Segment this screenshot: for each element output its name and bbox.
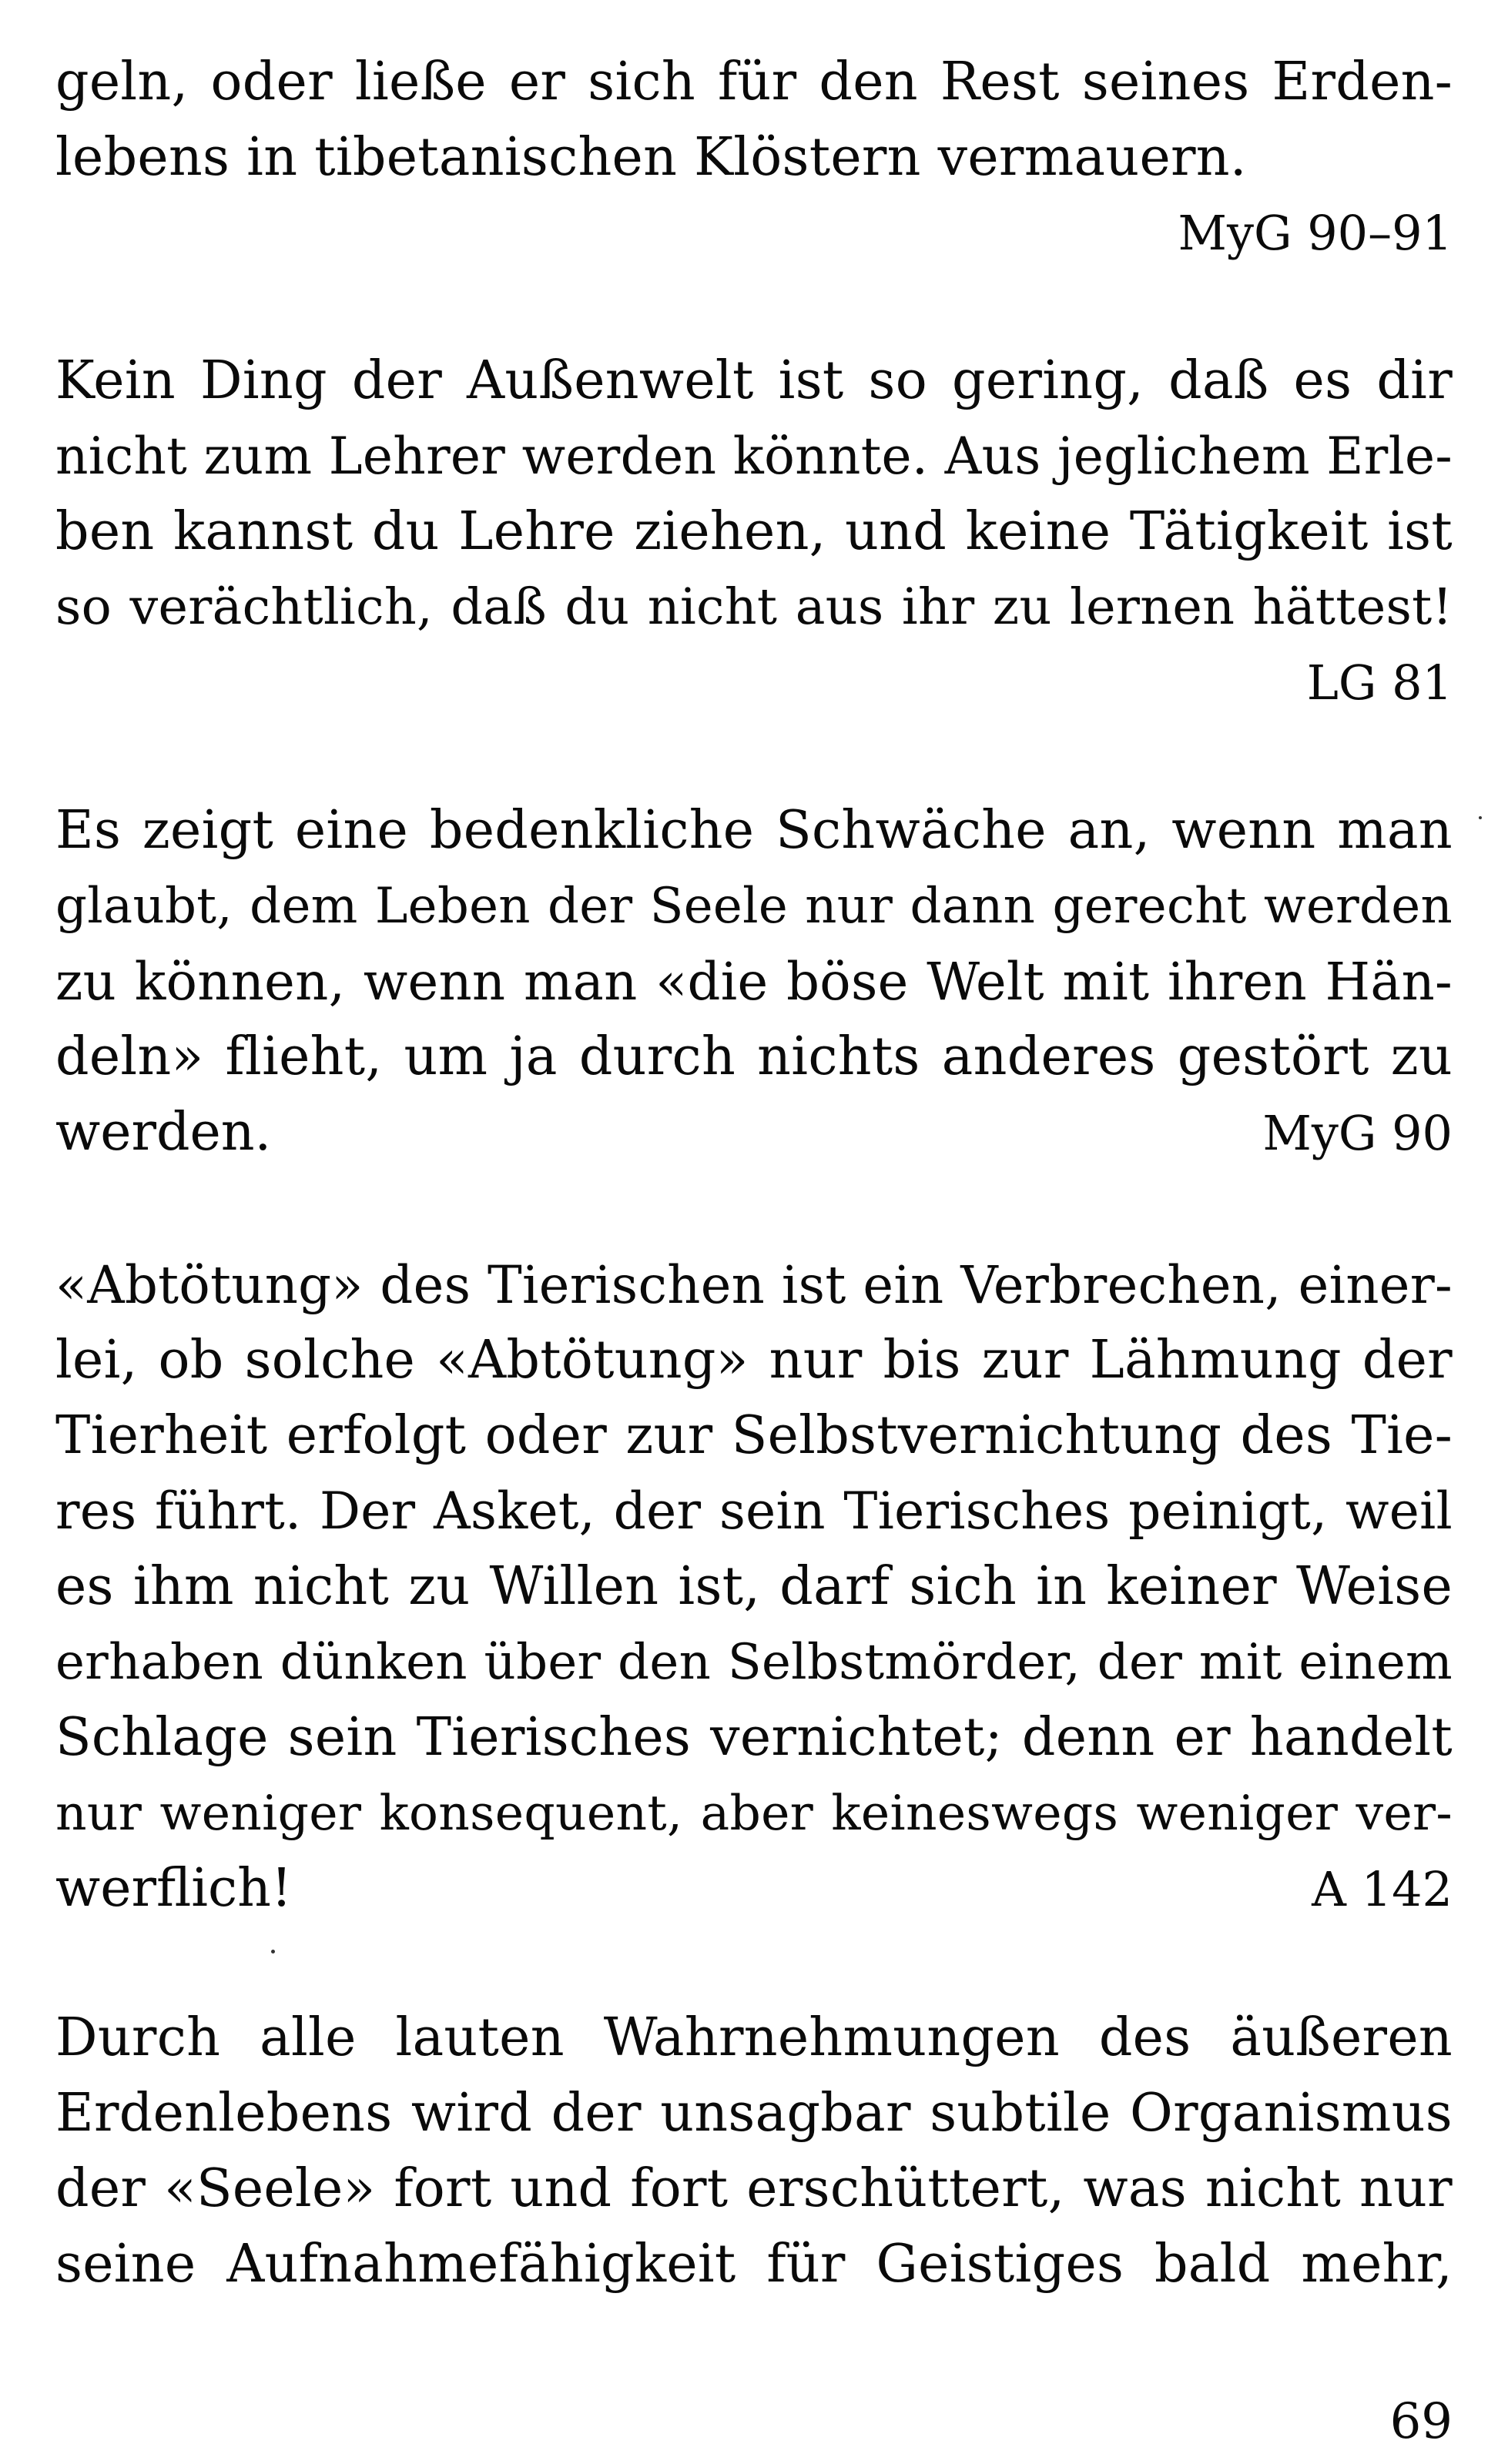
text-line: zu können, wenn man «die böse Welt mit ihren Hän- bbox=[55, 952, 1453, 1012]
text-line: es ihm nicht zu Willen ist, darf sich in keiner Weise bbox=[55, 1556, 1453, 1617]
text-line: deln» flieht, um ja durch nichts anderes gestört zu bbox=[55, 1026, 1453, 1087]
text-line: «Abtötung» des Tierischen ist ein Verbrechen, einer- bbox=[55, 1255, 1453, 1315]
book-page bbox=[55, 0, 1453, 2464]
text-line: Es zeigt eine bedenkliche Schwäche an, wenn man bbox=[55, 800, 1453, 861]
text-line: Kein Ding der Außenwelt ist so gering, daß es dir bbox=[55, 350, 1453, 411]
text-line: res führt. Der Asket, der sein Tierisches peinigt, weil bbox=[55, 1481, 1453, 1541]
text-line: geln, oder ließe er sich für den Rest seines Erden- bbox=[55, 52, 1453, 112]
paragraph-3 bbox=[55, 793, 1453, 1170]
text-line: so verächtlich, daß du nicht aus ihr zu lernen hättest! bbox=[55, 578, 1453, 636]
text-line: Durch alle lauten Wahrnehmungen des äußeren bbox=[55, 2007, 1453, 2068]
text-line: werflich! bbox=[55, 1858, 293, 1919]
page-number: 69 bbox=[1389, 2393, 1453, 2450]
text-line: nur weniger konsequent, aber keineswegs weniger ver- bbox=[55, 1785, 1453, 1841]
text-line: erhaben dünken über den Selbstmörder, der mit einem bbox=[55, 1634, 1453, 1691]
last-line-with-source bbox=[55, 1851, 1453, 1927]
text-line: Schlage sein Tierisches vernichtet; denn er handelt bbox=[55, 1707, 1453, 1768]
text-line: Tierheit erfolgt oder zur Selbstvernichtung des Tie- bbox=[55, 1405, 1453, 1466]
source-reference: MyG 90–91 bbox=[1178, 205, 1453, 261]
text-line: Erdenlebens wird der unsagbar subtile Organismus bbox=[55, 2083, 1453, 2144]
text-line: ben kannst du Lehre ziehen, und keine Tätigkeit ist bbox=[55, 501, 1453, 562]
paragraph-5 bbox=[55, 2000, 1453, 2302]
source-reference: LG 81 bbox=[1306, 654, 1453, 711]
text-line: glaubt, dem Leben der Seele nur dann gerecht werden bbox=[55, 878, 1453, 935]
paragraph-1 bbox=[55, 45, 1453, 271]
source-reference: MyG 90 bbox=[1262, 1105, 1453, 1161]
scan-speck bbox=[271, 1950, 275, 1953]
text-line: lei, ob solche «Abtötung» nur bis zur Lähmung der bbox=[55, 1330, 1453, 1391]
text-line: seine Aufnahmefähigkeit für Geistiges bald mehr, bbox=[55, 2234, 1453, 2295]
text-line: der «Seele» fort und fort erschüttert, was nicht nur bbox=[55, 2158, 1453, 2219]
text-line: nicht zum Lehrer werden könnte. Aus jeglichem Erle- bbox=[55, 427, 1453, 486]
scan-speck bbox=[1479, 816, 1482, 819]
paragraph-2 bbox=[55, 343, 1453, 721]
last-line-with-source bbox=[55, 1095, 1453, 1170]
text-line: lebens in tibetanischen Klöstern vermauern. bbox=[55, 127, 1247, 188]
source-reference: A 142 bbox=[1312, 1861, 1453, 1917]
text-line: werden. bbox=[55, 1102, 272, 1163]
paragraph-4 bbox=[55, 1247, 1453, 1927]
